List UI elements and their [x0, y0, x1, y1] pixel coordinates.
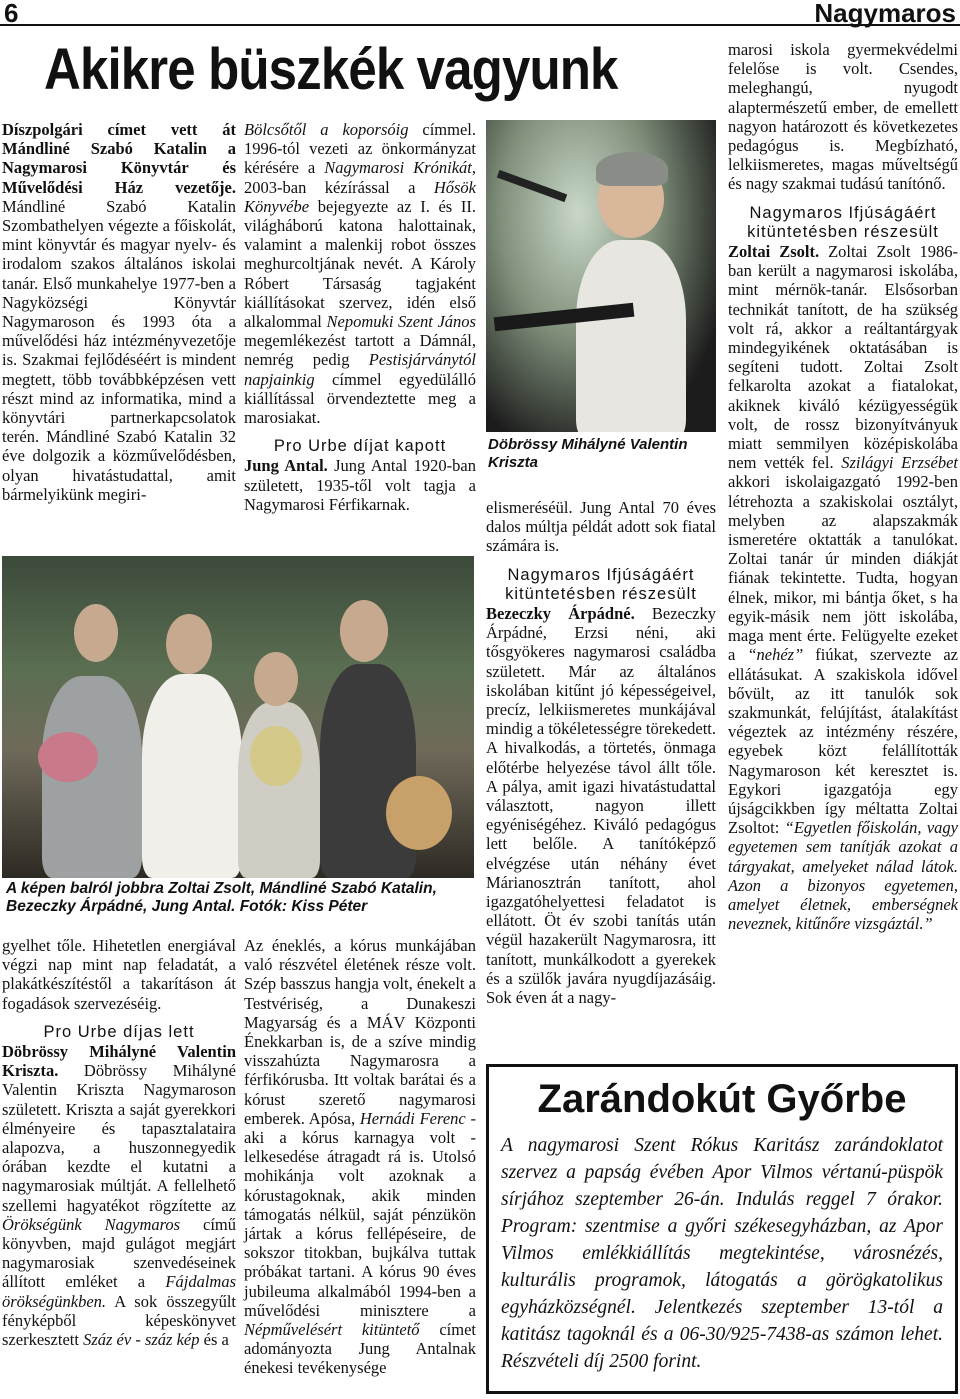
group-photo	[2, 556, 474, 878]
italic-title: Hősök Könyvébe	[244, 177, 476, 216]
column-2-bottom	[244, 936, 476, 1382]
paragraph: marosi iskola gyermekvédelmi felelőse is volt. Csendes, meleghangú, nyugodt alaptermészetű ember, de emellett nagyon határozott és következetes pedagógus is. Megbízható, lelkiismeretes, magas műveltségű és nagy szakmai tudású tanítónő.	[728, 40, 958, 194]
italic-title: Hernádi Ferenc	[359, 1108, 466, 1128]
flower-bouquet-icon	[250, 726, 302, 786]
body-text: Döbrössy Mihályné Valentin Kriszta Nagymaroson született. Kriszta a saját gyerekkori élményeire és tapasztalataira alapozva, a huszonnegyedik órában kezdte el kutatni a nagymarosiak múltját. A fellelhető szellemi hagyatékot rögzítette az	[2, 1061, 236, 1215]
column-2-top	[244, 120, 476, 518]
speaker-photo	[486, 120, 716, 432]
announcement-title: Zarándokút Győrbe	[537, 1077, 907, 1121]
flower-bouquet-icon	[386, 776, 452, 850]
column-3	[486, 498, 716, 1011]
paragraph	[2, 120, 236, 504]
person-1-head	[74, 604, 118, 662]
lead-text: Zoltai Zsolt.	[728, 242, 820, 262]
paragraph	[244, 936, 476, 1378]
lead-text: Bezeczky Árpádné.	[486, 604, 635, 624]
italic-title: Nepomuki Szent János	[326, 312, 476, 332]
paragraph	[244, 120, 476, 427]
body-text: , 2003-ban kézírással a	[244, 158, 476, 197]
italic-title: Száz év - száz kép	[83, 1330, 200, 1350]
italic-title: Bölcsőtől a koporsóig	[244, 120, 409, 139]
person-4-figure	[320, 664, 416, 878]
lead-text: Döbrössy Mihályné Valentin Kriszta.	[2, 1042, 236, 1081]
lead-text: Díszpolgári címet vett át Mándliné Szabó Katalin a Nagymarosi Könyvtár és Művelődési Ház vezetője.	[2, 120, 236, 197]
italic-title: Fájdalmas örökségünkben.	[2, 1272, 236, 1311]
column-4	[728, 40, 958, 937]
person-2-figure	[142, 674, 242, 878]
subheading: Nagymaros Ifjúságáért kitüntetésben részesült	[505, 565, 697, 603]
italic-title: Népművelésért kitüntető	[244, 1320, 420, 1340]
lead-text: Jung Antal.	[244, 456, 328, 476]
body-text: A sok összegyűlt fényképből képeskönyvet szerkesztett	[2, 1291, 236, 1350]
person-3-head	[254, 652, 298, 706]
body-text: című könyvben, majd gulágot megjárt nagymarosiak szenvedéseinek állított emléket a	[2, 1214, 236, 1292]
body-text: Mándliné Szabó Katalin Szombathelyen végezte a főiskolát, mint könyvtár és magyar nyelv- és irodalom szakos általános iskolai tanár. Első munkahelye 1977-ben a Nagyközségi Könyvtár Nagymaroson és 1993 óta a művelődési ház intézményvezetője is. Szakmai fejlődéséért is mindent megtett, több továbbképzésen vett részt mind az informatika, mind a könyvtári partnerkapcsolatok terén. Mándliné Szabó Katalin 32 éve dolgozik a közművelődésben, olyan hivatástudattal, amit bármelyikünk megiri-	[2, 196, 236, 504]
section-name: Nagymaros	[814, 0, 956, 28]
page-header-bar	[0, 0, 960, 26]
paragraph	[244, 456, 476, 514]
person-4-head	[340, 600, 388, 662]
italic-title: Szilágyi Erzsébet	[841, 453, 958, 473]
body-text: címmel egyedülálló kiállítással örvendeztette meg a marosiakat.	[244, 369, 476, 428]
flower-bouquet-icon	[38, 732, 98, 782]
article-headline: Akikre büszkék vagyunk	[44, 37, 618, 102]
body-text: akkori iskolaigazgató 1992-ben létrehozta a szakiskolai osztályt, melyben az alapszakmák ismeretére oktatták a tanulókat. Zoltai tanár úr minden diákját fiának tekintette. Tudta, hogyan élnek, mikor, mi bántja őket, s ha egyik-másik nem jött iskolába, maga ment érte. Felügyelte ezeket a	[728, 472, 958, 665]
speaker-hair	[596, 152, 668, 186]
speaker-figure	[576, 240, 686, 432]
pilgrimage-announcement-box	[486, 1064, 958, 1394]
italic-quote: “Egyetlen főiskolán, vagy egyetemen sem tanítják azokat a tárgyakat, amelyeket nálad látok. Azon a bizonyos egyetemen, amelyet életnek, emberségnek neveznek, kitűnőre vizsgáztál.”	[728, 818, 958, 934]
subheading: Pro Urbe díjas lett	[43, 1022, 195, 1041]
column-1-bottom	[2, 936, 236, 1353]
body-text: fiúkat, szervezte az ellátásukat. A szakiskola idővel bővült, az itt tanulók sok szakmunkát, felújítást, átalakítást végeztek az intézmény részére, egyebek közt felállították Nagymaroson két keresztet is. Egykori igazgatója egy újságcikkben így méltatta Zoltai Zsoltot:	[728, 645, 958, 838]
paragraph: gyelhet tőle. Hihetetlen energiával végzi nap mint nap feladatát, a plakátkészítéstől a takarításon át fogadások szervezéséig.	[2, 936, 236, 1013]
body-text: megemlékezést tartott a Dámnál, nemrég pedig	[244, 331, 476, 370]
body-text: címet adományozta Jung Antalnak énekesi tevékenysége	[244, 1320, 476, 1378]
italic-quote: “nehéz”	[747, 645, 804, 665]
body-text: Az éneklés, a kórus munkájában való részvétel életének része volt. Szép basszus hangja volt, énekelt a Testvériség, a Dunakeszi Magyarság és a MÁV Központi Énekkarban is, de a szíve mindig visszahúzta Nagymarosra a férfikórusba. Itt voltak barátai és a kórust szerető nagymarosi emberek. Apósa,	[244, 936, 476, 1128]
subheading: Nagymaros Ifjúságáért kitüntetésben részesült	[747, 203, 939, 241]
column-1-top	[2, 120, 236, 508]
page-number: 6	[4, 0, 19, 28]
microphone-icon	[497, 170, 567, 202]
paragraph: elismeréséül. Jung Antal 70 éves dalos múltja példát adott sok fiatal számára is.	[486, 498, 716, 556]
paragraph	[2, 1042, 236, 1349]
person-2-head	[166, 614, 212, 674]
speaker-photo-caption: Döbrössy Mihályné Valentin Kriszta	[488, 436, 688, 471]
body-text: - aki a kórus karnagya volt - lelkesedése átragadt rá is. Utolsó mohikánja volt azoknak a kórustagoknak, akik minden támogatás nélkül, saját pénzükön jártak a kórus fellépéseire, de sokszor titokban, bujkálva tuttak próbákat tartani. A kórus 90 éves jubileuma alkalmából 1994-ben a művelődési minisztere a	[244, 1108, 476, 1320]
paragraph	[728, 242, 958, 933]
italic-title: Pestisjárványtól napjainkig	[244, 350, 476, 389]
italic-title: Nagymarosi Krónikát	[324, 158, 472, 178]
body-text: és a	[199, 1330, 229, 1350]
body-text: címmel. 1996-tól vezeti az önkormányzat kérésére a	[244, 120, 476, 178]
italic-title: Örökségünk Nagymaros	[2, 1214, 181, 1234]
subheading: Pro Urbe díjat kapott	[273, 437, 447, 456]
group-photo-caption: A képen balról jobbra Zoltai Zsolt, Mándliné Szabó Katalin, Bezeczky Árpádné, Jung Antal. Fotók: Kiss Péter	[6, 880, 437, 915]
body-text: Bezeczky Árpádné, Erzsi néni, aki tősgyökeres nagymarosi családba született. Már az általános iskolában kitűnt jó képességeivel, precíz, lelkiismeretes munkájával mindig a tökéletességre törekedett. A hivalkodás, a törtetés, önmaga előtérbe helyezése távol állt tőle. A pálya, amit igazi hivatástudattal választott, nagyon illett egyéniségéhez. Kiváló pedagógus lett belőle. A tanítóképző elvégzése után néhány évet Márianosztrán tanított, ahol igazgatóhelyettesi feladatot is ellátott. Öt év szobi tanítás után végül hazakerült Nagymarosra, itt tanított, munkálkodott a gyerekek és a szülők javára nyugdíjazásáig. Sok éven át a nagy-	[486, 604, 717, 1008]
announcement-text: A nagymarosi Szent Rókus Karitász zarándoklatot szervez a papság évében Apor Vilmos vértanú-püspök sírjához szeptember 26-án. Indulás reggel 7 órakor. Program: szentmise a győri székesegyházban, az Apor Vilmos emlékkiállítás megtekintése, városnézés, kulturális programok, látogatás a görögkatolikus egyházközségnél. Jelentkezés szeptember 13-tól a katitász tagoknál és a 06-30/925-7438-as számon lehet. Részvételi díj 2500 forint.	[501, 1135, 943, 1372]
body-text: bejegyezte az I. és II. világháború katona halottainak, valamint a malenkij robot összes meghurcoltjának nevét. A Károly Róbert Társaság tagjaként kiállításokat szervez, idén első alkalommal	[244, 196, 476, 332]
paragraph	[486, 604, 716, 1007]
body-text: Jung Antal 1920-ban született, 1935-től volt tagja a Nagymarosi Férfikarnak.	[244, 456, 476, 514]
body-text: Zoltai Zsolt 1986-ban került a nagymarosi iskolába, mint mérnök-tanár. Elsősorban technikát tanított, de ha szükség volt rá, akkor a reáltantárgyak mindegyikének oktatásában is segíteni tudott. Zoltai Zsolt felkarolta azokat a fiatalokat, akiknek kiváló kézügyességük volt, de rossz bizonyítványuk miatt semmilyen középiskolába nem vették fel.	[728, 242, 958, 473]
